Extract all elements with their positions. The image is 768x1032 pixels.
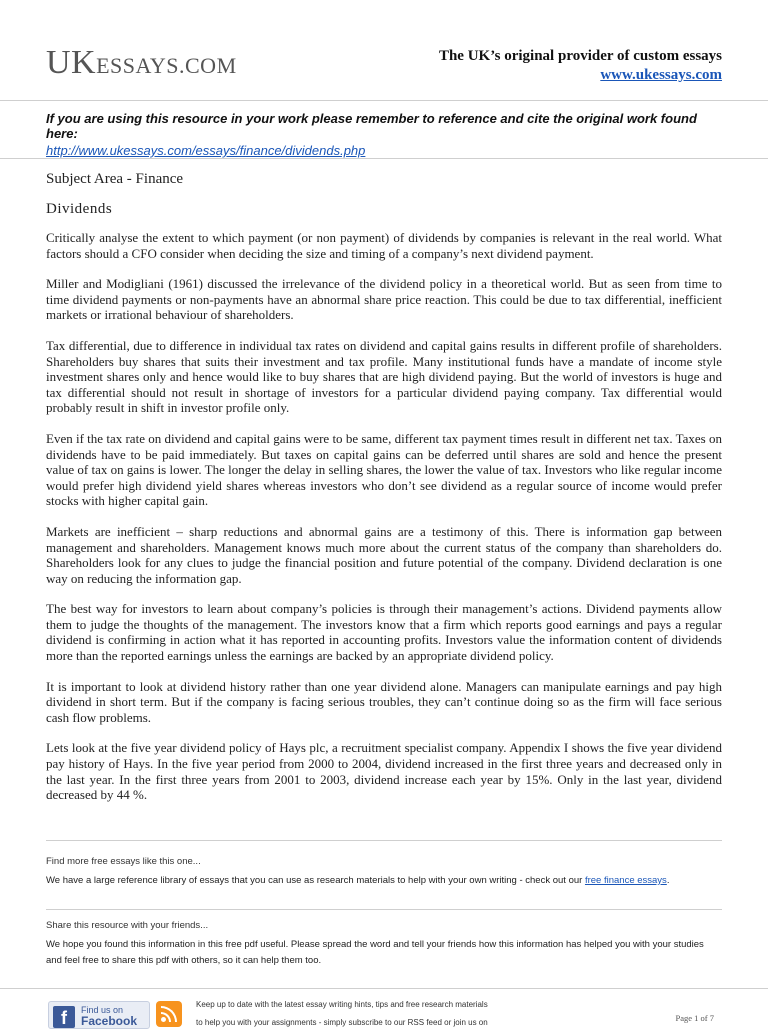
- paragraph: Markets are inefficient – sharp reductions and abnormal gains are a testimony of this. There is information gap between management and shareholders. Management knows much more about the current status of the company than shareholders do. Shareholders look for any clues to judge the financial position and future potential of the company. Dividend declaration is one way on reducing the information gap.: [46, 523, 722, 586]
- find-more-end: .: [666, 875, 670, 886]
- facebook-small-label: Find us on: [81, 1005, 124, 1015]
- footer-divider-1: [46, 840, 722, 841]
- paragraph: It is important to look at dividend history rather than one year dividend alone. Managers can manipulate earnings and pay high dividend in short term. But if the company is facing serious troubles, they can’t continue doing so as the firm will face serious cash flow problems.: [46, 678, 722, 725]
- share-section: [46, 920, 722, 969]
- find-more-body: We have a large reference library of essays that you can use as research materials to help with your own writing - check out our: [46, 875, 585, 886]
- bottom-divider: [0, 988, 768, 989]
- notice-divider: [0, 158, 768, 159]
- rss-dot: [161, 1017, 166, 1022]
- find-more-section: [46, 856, 722, 889]
- ukessays-logo[interactable]: [46, 44, 237, 82]
- page-number: Page 1 of 7: [675, 1013, 714, 1023]
- paragraph: Miller and Modigliani (1961) discussed the irrelevance of the dividend policy in a theoretical world. But as seen from time to time dividend payments or non-payments have an abnormal share price reaction. This could be due to tax differential, inefficient markets or irrational behaviour of shareholders.: [46, 276, 722, 323]
- subscribe-line-1: Keep up to date with the latest essay writing hints, tips and free research materials: [196, 1000, 488, 1009]
- subject-area: Subject Area - Finance: [46, 171, 184, 187]
- free-finance-essays-link[interactable]: free finance essays: [584, 875, 667, 886]
- footer-divider-2: [46, 909, 722, 910]
- document-title: Dividends: [46, 201, 113, 217]
- subscribe-line-2: to help you with your assignments - simply subscribe to our RSS feed or join us on: [196, 1018, 488, 1027]
- logo-uk: UK: [46, 44, 97, 81]
- citation-notice-text: If you are using this resource in your work please remember to reference and cite the original work found here:: [46, 111, 697, 141]
- facebook-badge[interactable]: [48, 1001, 150, 1029]
- share-heading: Share this resource with your friends...: [46, 920, 209, 931]
- facebook-icon: f: [53, 1006, 75, 1028]
- tagline-text: The UK’s original provider of custom essays: [438, 48, 722, 64]
- find-more-text: [46, 873, 722, 889]
- site-url-link[interactable]: www.ukessays.com: [600, 67, 722, 83]
- logo-essays: ESSAYS.COM: [96, 53, 237, 78]
- citation-notice: [46, 111, 726, 158]
- header-tagline: [439, 48, 722, 84]
- page-header: [0, 0, 768, 100]
- citation-link[interactable]: http://www.ukessays.com/essays/finance/dividends.php: [46, 143, 366, 158]
- share-text: We hope you found this information in this free pdf useful. Please spread the word and tell your friends how this information has helped you with your studies and feel free to share this pdf with others, so it can help them too.: [46, 939, 704, 966]
- paragraph: The best way for investors to learn about company’s policies is through their management’s actions. Dividend payments allow them to judge the thoughts of the management. The investors know that a firm which reports good earnings and pays a regular dividend is confirming in action what it has reported in accounting profits. Investors value the information content of dividends more than the reported earnings unless the earnings are backed by an appropriate dividend policy.: [46, 601, 722, 664]
- paragraph: Tax differential, due to difference in individual tax rates on dividend and capital gains results in different profile of shareholders. Shareholders buy shares that suits their investment and tax profile. Many institutional funds have a mandate of income style investment shares only and hence would like to buy shares that are high dividend paying. But the world of investors is huge and tax differential should not result in shortage of investors for a particular dividend paying company. Tax differential would probably result in shift in investor profile only.: [46, 337, 722, 416]
- paragraph: Lets look at the five year dividend policy of Hays plc, a recruitment specialist company. Appendix I shows the five year dividend pay history of Hays. In the five year period from 2000 to 2004, dividend increased in the first three years and decreased only in the last year. In the first three years from 2001 to 2003, dividend increase each year by 15%. Only in the last year, dividend decreased by 44 %.: [46, 740, 722, 803]
- subscribe-text: [196, 996, 526, 1032]
- paragraph: Even if the tax rate on dividend and capital gains were to be same, different tax payment times result in different net tax. Taxes on dividends have to be paid immediately. But taxes on capital gains can be deferred until shares are sold and hence the present value of tax on gains is lower. The longer the delay in selling shares, the lower the value of tax. Investors who like regular income would prefer high dividend yield shares whereas investors who don’t see dividend as a regular source of income would prefer stocks with higher capital gain.: [46, 430, 722, 509]
- paragraph: Critically analyse the extent to which payment (or non payment) of dividends by companies is relevant in the real world. What factors should a CFO consider when deciding the size and timing of a company’s next dividend payment.: [46, 230, 722, 261]
- facebook-label: Facebook: [81, 1014, 138, 1028]
- find-more-heading: Find more free essays like this one...: [46, 856, 201, 867]
- rss-icon[interactable]: [156, 1001, 182, 1027]
- header-divider: [0, 100, 768, 101]
- document-body: [46, 171, 722, 818]
